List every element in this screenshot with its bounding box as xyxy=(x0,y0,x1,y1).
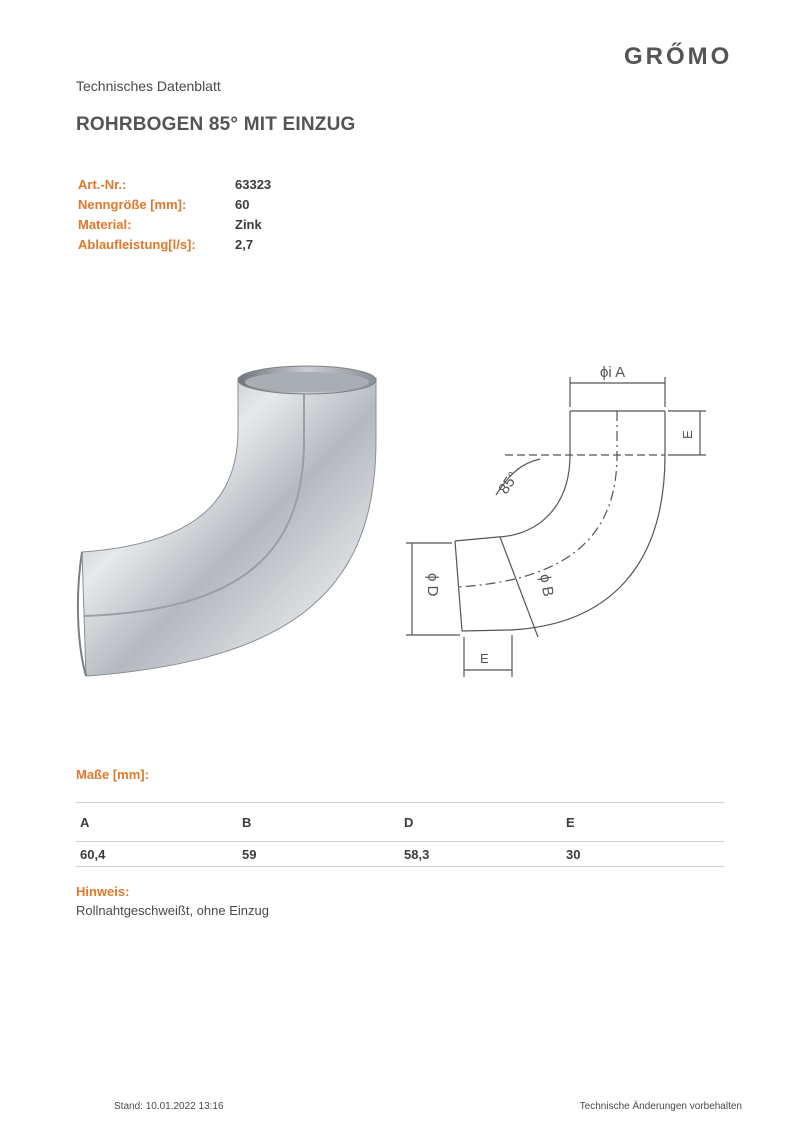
drawing-label-d: ϕ D xyxy=(424,573,441,597)
document-type: Technisches Datenblatt xyxy=(76,78,221,94)
footer-disclaimer: Technische Änderungen vorbehalten xyxy=(579,1101,742,1112)
technical-drawing xyxy=(400,355,720,685)
drawing-label-b: ϕ B xyxy=(536,572,557,598)
product-title: ROHRBOGEN 85° MIT EINZUG xyxy=(76,114,356,135)
dimensions-table xyxy=(76,802,724,867)
spec-label: Material: xyxy=(78,216,132,232)
gromo-logo xyxy=(624,42,762,68)
spec-label: Nenngröße [mm]: xyxy=(78,196,187,212)
spec-value: 2,7 xyxy=(235,236,254,252)
spec-value: 63323 xyxy=(235,176,272,192)
drawing-label-a: ϕi A xyxy=(600,364,626,381)
drawing-label-angle: 85° xyxy=(495,468,523,498)
spec-list xyxy=(78,174,271,254)
spec-row-size xyxy=(78,194,271,214)
spec-value: 60 xyxy=(235,196,250,212)
header-cell: D xyxy=(404,814,414,830)
dimensions-label: Maße [mm]: xyxy=(76,767,149,782)
logo-text: GRŐMO xyxy=(624,43,733,68)
header-cell: E xyxy=(566,814,575,830)
spec-row-article xyxy=(78,174,271,194)
table-bottom-rule xyxy=(76,866,724,867)
note-label: Hinweis: xyxy=(76,884,130,899)
drawing-label-e-bottom: E xyxy=(480,651,489,666)
spec-row-flow xyxy=(78,234,271,254)
value-cell: 60,4 xyxy=(80,846,106,862)
drawing-label-e-top: E xyxy=(680,430,695,439)
spec-label: Art.-Nr.: xyxy=(78,176,127,192)
dimensions-value-row xyxy=(76,841,724,866)
footer-stand: Stand: 10.01.2022 13:16 xyxy=(114,1101,224,1112)
spec-value: Zink xyxy=(235,216,262,232)
spec-row-material xyxy=(78,214,271,234)
header-cell: A xyxy=(80,814,90,830)
product-photo xyxy=(76,360,386,680)
spec-label: Ablaufleistung[l/s]: xyxy=(78,236,196,252)
note-text: Rollnahtgeschweißt, ohne Einzug xyxy=(76,903,269,918)
dimensions-header-row xyxy=(76,802,724,841)
value-cell: 30 xyxy=(566,846,581,862)
header-cell: B xyxy=(242,814,252,830)
value-cell: 58,3 xyxy=(404,846,430,862)
value-cell: 59 xyxy=(242,846,257,862)
